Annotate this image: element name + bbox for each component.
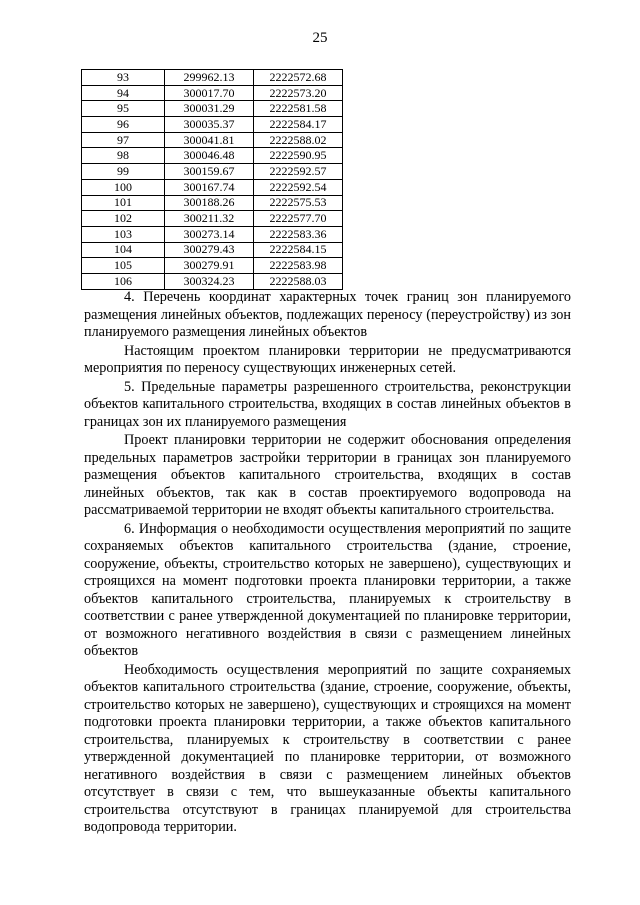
y-coordinate-cell: 2222588.02 (254, 132, 343, 148)
x-coordinate-cell: 300035.37 (165, 117, 254, 133)
x-coordinate-cell: 299962.13 (165, 70, 254, 86)
y-coordinate-cell: 2222592.54 (254, 179, 343, 195)
point-number-cell: 93 (82, 70, 165, 86)
table-row (82, 164, 343, 180)
table-row (82, 179, 343, 195)
document-body (84, 289, 571, 838)
x-coordinate-cell: 300273.14 (165, 226, 254, 242)
point-number-cell: 103 (82, 226, 165, 242)
section-5-text: Проект планировки территории не содержит обоснования определения предельных параметров застройки территории в границах зон планируемого размещения объектов капитального строительства, входящих в состав линейных объектов, так как в состав проектируемого водопровода на рассматриваемой территории не входят объекты капитального строительства. (84, 432, 571, 518)
x-coordinate-cell: 300167.74 (165, 179, 254, 195)
x-coordinate-cell: 300211.32 (165, 211, 254, 227)
table-row (82, 85, 343, 101)
point-number-cell: 97 (82, 132, 165, 148)
y-coordinate-cell: 2222588.03 (254, 273, 343, 289)
table-row (82, 148, 343, 164)
y-coordinate-cell: 2222592.57 (254, 164, 343, 180)
section-4-heading: 4. Перечень координат характерных точек границ зон планируемого размещения линейных объектов, подлежащих переносу (переустройству) из зон планируемого размещения линейных объектов (84, 289, 571, 340)
point-number-cell: 106 (82, 273, 165, 289)
x-coordinate-cell: 300324.23 (165, 273, 254, 289)
y-coordinate-cell: 2222590.95 (254, 148, 343, 164)
coordinate-table (81, 69, 343, 290)
table-row (82, 132, 343, 148)
y-coordinate-cell: 2222583.36 (254, 226, 343, 242)
point-number-cell: 102 (82, 211, 165, 227)
point-number-cell: 95 (82, 101, 165, 117)
x-coordinate-cell: 300041.81 (165, 132, 254, 148)
point-number-cell: 99 (82, 164, 165, 180)
table-row (82, 195, 343, 211)
section-6-text: Необходимость осуществления мероприятий по защите сохраняемых объектов капитального строительства (здание, строение, сооружение, объекты, строительство которых не завершено), существующих и строящихся на момент подготовки проекта планировки территории, а также объектов капитального строительства, планируемых к строительству в соответствии с ранее утвержденной документацией по планировке территории, от возможного негативного воздействия в связи с размещением линейных объектов отсутствует в связи с тем, что вышеуказанные объекты капитального строительства отсутствуют в границах планируемой для строительства водопровода территории. (84, 661, 571, 835)
point-number-cell: 100 (82, 179, 165, 195)
point-number-cell: 105 (82, 258, 165, 274)
y-coordinate-cell: 2222584.17 (254, 117, 343, 133)
coordinate-table-body (82, 70, 343, 290)
point-number-cell: 98 (82, 148, 165, 164)
table-row (82, 117, 343, 133)
y-coordinate-cell: 2222583.98 (254, 258, 343, 274)
y-coordinate-cell: 2222581.58 (254, 101, 343, 117)
y-coordinate-cell: 2222573.20 (254, 85, 343, 101)
section-5-heading: 5. Предельные параметры разрешенного строительства, реконструкции объектов капитального строительства, входящих в состав линейных объектов в границах зон их планируемого размещения (84, 378, 571, 430)
x-coordinate-cell: 300188.26 (165, 195, 254, 211)
y-coordinate-cell: 2222577.70 (254, 211, 343, 227)
y-coordinate-cell: 2222584.15 (254, 242, 343, 258)
table-row (82, 273, 343, 289)
x-coordinate-cell: 300279.91 (165, 258, 254, 274)
section-6-heading: 6. Информация о необходимости осуществления мероприятий по защите сохраняемых объектов капитального строительства (здание, строение, сооружение, объекты, строительство которых не завершено), существующих и строящихся на момент подготовки проекта планировки территории, а также объектов капитального строительства, планируемых к строительству в соответствии с ранее утвержденной документацией по планировке территории, от возможного негативного воздействия в связи с размещением линейных объектов (84, 520, 571, 659)
point-number-cell: 94 (82, 85, 165, 101)
table-row (82, 226, 343, 242)
table-row (82, 242, 343, 258)
section-4-text: Настоящим проектом планировки территории не предусматриваются мероприятия по переносу существующих инженерных сетей. (84, 342, 571, 376)
x-coordinate-cell: 300046.48 (165, 148, 254, 164)
x-coordinate-cell: 300159.67 (165, 164, 254, 180)
y-coordinate-cell: 2222575.53 (254, 195, 343, 211)
x-coordinate-cell: 300279.43 (165, 242, 254, 258)
point-number-cell: 101 (82, 195, 165, 211)
x-coordinate-cell: 300031.29 (165, 101, 254, 117)
table-row (82, 211, 343, 227)
point-number-cell: 96 (82, 117, 165, 133)
point-number-cell: 104 (82, 242, 165, 258)
table-row (82, 101, 343, 117)
y-coordinate-cell: 2222572.68 (254, 70, 343, 86)
table-row (82, 258, 343, 274)
x-coordinate-cell: 300017.70 (165, 85, 254, 101)
page-number: 25 (312, 30, 328, 46)
table-row (82, 70, 343, 86)
